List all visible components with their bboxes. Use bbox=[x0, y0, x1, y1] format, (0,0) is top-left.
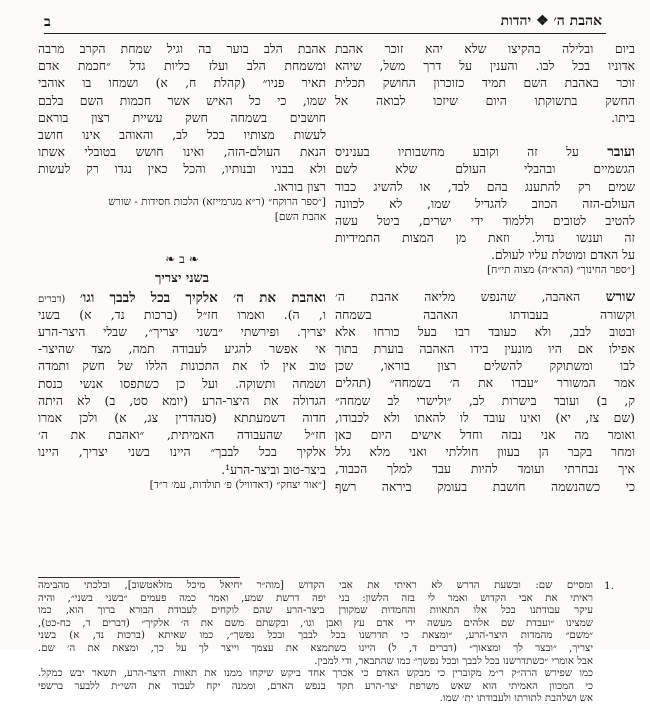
text-line: להטיב לטובים וללמוד ידי ישרים, ביטל עשה bbox=[335, 212, 635, 228]
text-line: לעשות מצותיו בכל לב, והאוהב אינו חושב bbox=[38, 126, 326, 142]
text-line: זוכר באהבת השם תמיד כזוכרון החושק תכלית bbox=[335, 75, 635, 91]
text-line: לבו ומשתוקק להשלים רצון בוראו, שכן bbox=[335, 358, 635, 374]
text-line: ושמחה ותשוקה. ועל כן כשתפסו אנשי כנסת bbox=[38, 375, 326, 391]
source-citation: [״ספר החינוך״ (הרא״ה) מצוה תי״ח] bbox=[487, 264, 635, 277]
text-line: ואומר מה אני נבזה וחדל אישים היום כאן bbox=[335, 426, 635, 442]
text-line: הגדולה את היצר-הרע (יומא סט, ב) לא היתה bbox=[38, 392, 326, 408]
text-line: (שם צז, יא) ואינו עובד לו להאתו ולא לכבודו, bbox=[335, 409, 635, 425]
text-line: אמר המשורר ״עבדו את ה׳ בשמחה״ (תהלים bbox=[335, 375, 635, 391]
text-line: ביום ובלילה בהקיצו שלא יהא זוכר אהבת bbox=[335, 41, 635, 56]
footnote-line: ראיתי את אבי הקדוש ואמר לי בזה הלשון: בני יפה דרשת שמע, ואמר כמה פעמים ״בשני בשני״, והיה bbox=[38, 592, 593, 604]
text-line: אהבת הלב בוער בה וגיל שמחת הקרב מרבה bbox=[38, 41, 326, 56]
left-column bbox=[38, 40, 326, 493]
source-citation: [״ספר הרוקח״ (ר״א מגרמייזא) הלכות חסידות - שורש bbox=[108, 195, 326, 208]
text-line: אלקיך בכל לבבך״ היינו בשני יצריך, היינו bbox=[38, 444, 326, 460]
footnote bbox=[38, 580, 593, 706]
right-column bbox=[335, 40, 635, 495]
page-number: ב bbox=[44, 14, 51, 30]
header-rule bbox=[44, 33, 606, 34]
text-line: ועובר על זה וקובע מחשבותיו בעניניס bbox=[335, 144, 635, 161]
text-line: רצון בוראו. bbox=[273, 178, 326, 194]
text-line: שמים רק להתענג בהם לבד, או להשיג כבוד bbox=[335, 178, 635, 194]
text-line: על האדם ומוטלת עליו לעולם. bbox=[490, 247, 635, 263]
paragraph-keyword: ועובר bbox=[607, 144, 635, 161]
text-line: ו, ה). ואמרו חז״ל (ברכות נד, א) בשני bbox=[38, 306, 326, 322]
text-line: הנאת העולם-הזה, ואינו חושש בטובלי אשתו bbox=[38, 144, 326, 160]
footnote-line: שמצינו ״ועבדת שם אלהים מעשה ידי אדם עץ ואבן וגו׳, ובקשתם משם את ה׳ אלקיך״ (דברים ד, כח-כט), bbox=[38, 617, 593, 629]
text-line: איך נבחרתי ועומד להיות עבד למלך הכבוד, bbox=[335, 461, 635, 477]
text-line: חושבים בשמחה חשק עשיית רצון בוראם bbox=[38, 109, 326, 125]
text-line: טוב אין לו את התכונות הללו של חשק ותמדה bbox=[38, 358, 326, 374]
footnote-line: כי המכוון האמיתי הוא שאש משרפת יצר-הרע תקד בנפש האדם, וממנה יקח לעבוד את השי״ת ללבער ברשפי bbox=[38, 680, 593, 692]
text-line: תאיר פניו״ (קהלת ח, א) ושמחו בו אוהבי bbox=[38, 75, 326, 91]
source-citation: אהבת השם] bbox=[274, 210, 326, 223]
text-line: ואהבת את ה׳ אלקיך בכל לבבך וגו׳ (דברים bbox=[38, 289, 326, 306]
verse-keyword: ואהבת את ה׳ אלקיך בכל לבבך וגו׳ bbox=[79, 289, 326, 306]
text-line: חדוה דשמעתתא (סנהדרין צג, א) ולכן אמרו bbox=[38, 410, 326, 425]
text-line: ומחר בקבר הן בעוון חוללתי ואני מלא גלל bbox=[335, 444, 635, 460]
footnote-line: יצריך, ״ובצר לך ומצאוך״ (דברים ד, ל) היינו כשתמצא את עצמך וייצר לך על כך, ומצאת את ה׳ שם. bbox=[38, 642, 593, 654]
text-line: ולא בבניו ובנותיו, והכל כאין נגדו רק לעשות bbox=[38, 161, 326, 177]
text-line: כי כשהנשמה חושבת בעומק ביראה רשף bbox=[335, 478, 635, 494]
footnote-line: כמו שפירש הרה״ק ר״מ מקוברין כי מבקש האדם כי אכרך אחד ביקש שיקחו ממנו את תאוות היצר-הרע, תשאר יבש כמקל. bbox=[38, 668, 593, 680]
footnote-line: אבל אומרי ״כשתדרשנו בכל לבבך ובכל נפשך״ כמו שהתבאר, ודי למבין. bbox=[314, 655, 593, 667]
text-line: חז״ל שהעבודה האמיתית, ״ואהבת את ה׳ bbox=[38, 427, 326, 443]
footnote-line: עיקר עבודתנו בכל אלו התאוות והחמדות שמקורן ביצר-הרע שהם לוקחים לעבודת הבורא ברוך הוא, כמו bbox=[38, 605, 593, 617]
footnote-rule bbox=[38, 577, 240, 578]
source-citation: [״אור יצחק״ (ראדוויל) פ׳ תולדות, עמ׳ ר״ד] bbox=[149, 478, 326, 491]
text-line: החשק בתשוקתו היום שיזכו לבואה אל bbox=[335, 92, 635, 108]
section-title: בשני יצריך bbox=[154, 270, 210, 286]
text-line: אדוניו בכל לבו. והענין על דרך משל, שיהא bbox=[335, 58, 635, 74]
text-line: שורש האהבה, שהנפש מליאה אהבת ה׳ bbox=[335, 289, 635, 306]
text-line: ביצר-טוב וביצר-הרע¹. bbox=[221, 461, 326, 477]
text-line: יצריך. ופירשתי ״בשני יצריך״, שבלי היצר-הרע bbox=[38, 324, 326, 340]
footnote-number: 1. bbox=[604, 580, 615, 592]
footnote-line: אש ושלהבת לתורתו ולעבודתו ית׳ שמו. bbox=[439, 693, 593, 705]
text-line: וקשורה בעבודתו האהבה בשמחה bbox=[335, 306, 635, 322]
text-line: זה וענשו גדול. וזאת מן המצות התמידיות bbox=[335, 230, 635, 246]
text-line: הגשמיים ובהבלי העולם שלא לשם bbox=[335, 161, 635, 177]
text-line: ומשמחת הלב ועלז כליות גדל ״חכמת אדם bbox=[38, 58, 326, 74]
text-line: ובטוב לבב, ולא כעובד רבו בעל כורחו אלא bbox=[335, 323, 635, 339]
footnote-line: ומסיים שם: ובשעת הדרש לא ראיתי את אבי הקדוש [מוה״ר יחיאל מיכל מזלאטשוב], ובלכתי מהבימה bbox=[38, 580, 593, 591]
text-line: שמו, כי כל האיש אשר חכמות השם בלבם bbox=[38, 92, 326, 108]
text-line: ביתו. bbox=[611, 109, 635, 125]
text-line: העולם-הזה הכוזב להגדיל שמו, לא לכוונה bbox=[335, 195, 635, 211]
paragraph-keyword: שורש bbox=[605, 289, 635, 306]
text-line: אי אפשר להגיע לעבודה תמה, מצד שהיצר- bbox=[38, 341, 326, 357]
text-line: ק, ב) ועובד בישרות לב, ״ולישרי לב שמחה״ bbox=[335, 392, 635, 408]
running-header-title: אהבת ה׳ ❖ יהדות bbox=[500, 13, 602, 29]
section-ornament: ❧ ב ❧ bbox=[165, 251, 199, 266]
footnote-line: ״משם״ מהמדות היצר-הרע, ״ומצאת כי תדרשנו בכל לבבך ובכל נפשך״, כמו שאיתא (ברכות נד, א) בשני bbox=[38, 630, 593, 642]
text-line: אפילו אם היו מונעין בידו האהבה בוערת בתוך bbox=[335, 341, 635, 356]
